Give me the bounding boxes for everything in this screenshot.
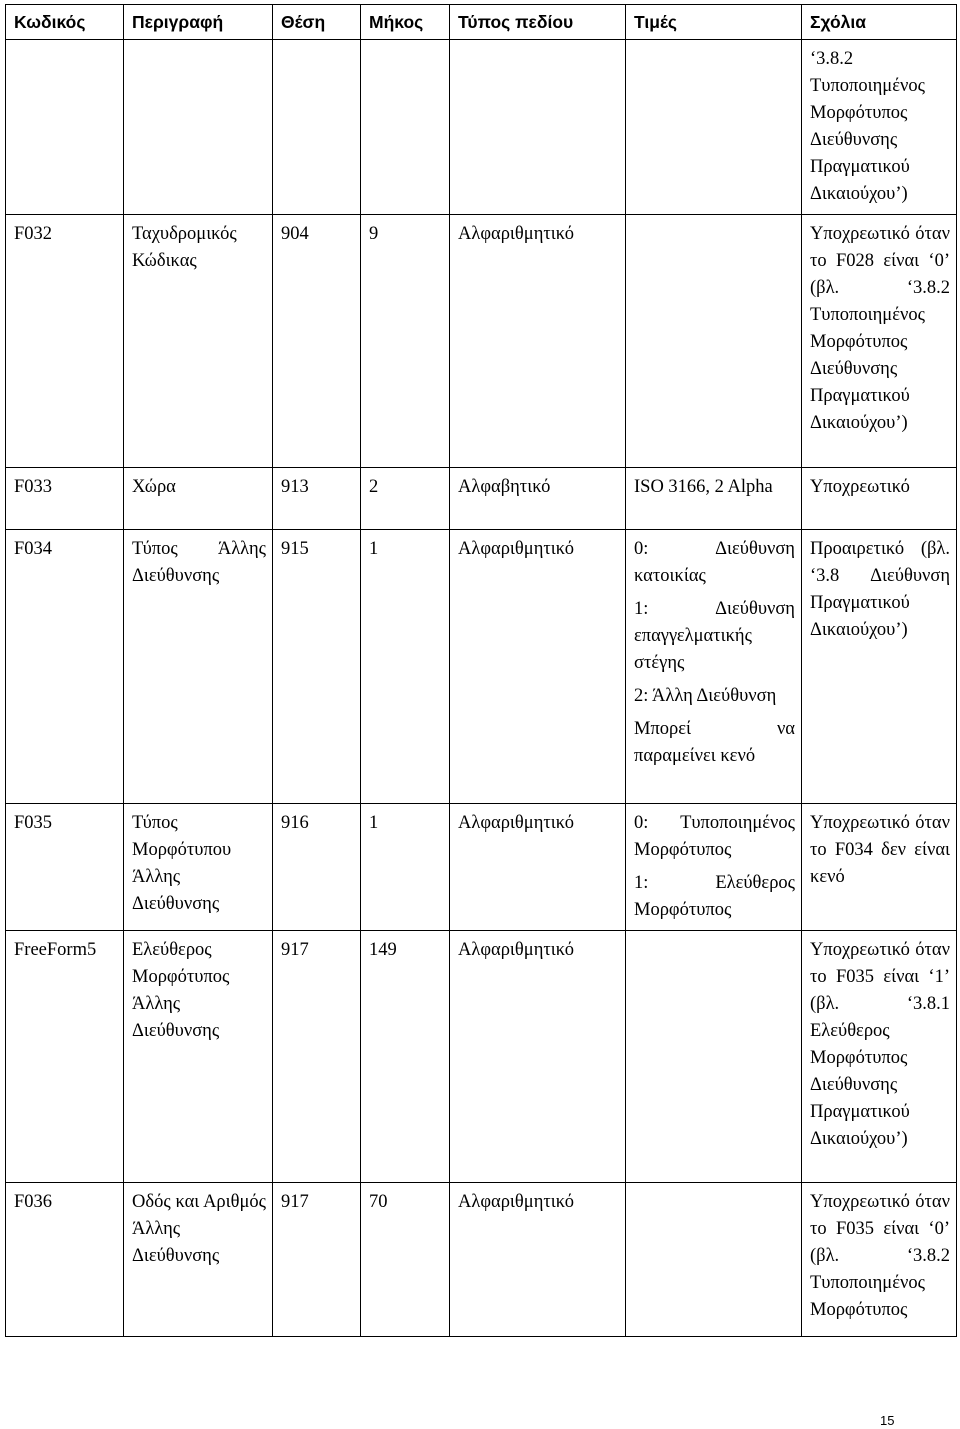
value-item: 0: Τυποποιημένος Μορφότυπος [634, 813, 795, 860]
cell-code: F035 [6, 804, 124, 931]
cell-length: 9 [361, 215, 450, 468]
cell-field-type: Αλφαριθμητικό [450, 215, 626, 468]
table-row [6, 931, 957, 1183]
cell-field-type: Αλφαριθμητικό [450, 931, 626, 1183]
header-length: Μήκος [361, 5, 450, 40]
cell-values [626, 931, 802, 1183]
cell-code: F032 [6, 215, 124, 468]
cell-values [626, 1183, 802, 1337]
value-item: Μπορεί να παραμείνει κενό [634, 719, 795, 766]
value-item: 1: Ελεύθερος Μορφότυπος [634, 873, 795, 920]
cell-length: 2 [361, 468, 450, 530]
value-item: ISO 3166, 2 Alpha [634, 477, 773, 497]
cell-position: 917 [273, 1183, 361, 1337]
cell-position: 916 [273, 804, 361, 931]
cell-code: FreeForm5 [6, 931, 124, 1183]
header-comments: Σχόλια [802, 5, 957, 40]
cell-length: 1 [361, 804, 450, 931]
cell-comments: Υποχρεωτικό όταν το F035 είναι ‘0’ (βλ. ‘3.8.2 Τυποποιημένος Μορφότυπος [802, 1183, 957, 1337]
cell-comments: Υποχρεωτικό [802, 468, 957, 530]
header-description: Περιγραφή [124, 5, 273, 40]
table-row [6, 530, 957, 804]
table-row-continuation [6, 40, 957, 215]
cell-comments: Υποχρεωτικό όταν το F034 δεν είναι κενό [802, 804, 957, 931]
cell-values [626, 468, 802, 530]
table-row [6, 804, 957, 931]
cell-description: Ταχυδρομικός Κώδικας [124, 215, 273, 468]
value-item: 1: Διεύθυνση επαγγελματικής στέγης [634, 599, 795, 673]
cell-length: 1 [361, 530, 450, 804]
cell-position: 915 [273, 530, 361, 804]
cell-field-type: Αλφαριθμητικό [450, 1183, 626, 1337]
value-item: 0: Διεύθυνση κατοικίας [634, 539, 795, 586]
table-row [6, 215, 957, 468]
cell-values [626, 530, 802, 804]
cell-code: F036 [6, 1183, 124, 1337]
header-field-type: Τύπος πεδίου [450, 5, 626, 40]
header-values: Τιμές [626, 5, 802, 40]
cell-description: Οδός και Αριθμός Άλλης Διεύθυνσης [124, 1183, 273, 1337]
cell-code: F034 [6, 530, 124, 804]
table-row [6, 468, 957, 530]
cell-values [626, 804, 802, 931]
cell-field-type: Αλφαβητικό [450, 468, 626, 530]
cell-comments: Υποχρεωτικό όταν το F035 είναι ‘1’ (βλ. ‘3.8.1 Ελεύθερος Μορφότυπος Διεύθυνσης Πραγματικού Δικαιούχου’) [802, 931, 957, 1183]
cell-code: F033 [6, 468, 124, 530]
table-row [6, 1183, 957, 1337]
value-item: 2: Άλλη Διεύθυνση [634, 686, 777, 706]
header-code: Κωδικός [6, 5, 124, 40]
cell-values [626, 215, 802, 468]
field-spec-table [5, 4, 957, 1337]
page-number: 15 [880, 1413, 895, 1428]
cell-description: Τύπος Άλλης Διεύθυνσης [124, 530, 273, 804]
cell-description: Χώρα [124, 468, 273, 530]
cell-description: Τύπος Μορφότυπου Άλλης Διεύθυνσης [124, 804, 273, 931]
cell-field-type: Αλφαριθμητικό [450, 530, 626, 804]
cell-position: 917 [273, 931, 361, 1183]
cell-comments: Προαιρετικό (βλ. ‘3.8 Διεύθυνση Πραγματικού Δικαιούχου’) [802, 530, 957, 804]
cell-position: 904 [273, 215, 361, 468]
continuation-comment: ‘3.8.2 Τυποποιημένος Μορφότυπος Διεύθυνσης Πραγματικού Δικαιούχου’) [802, 40, 957, 215]
cell-description: Ελεύθερος Μορφότυπος Άλλης Διεύθυνσης [124, 931, 273, 1183]
cell-comments: Υποχρεωτικό όταν το F028 είναι ‘0’ (βλ. ‘3.8.2 Τυποποιημένος Μορφότυπος Διεύθυνσης Πραγματικού Δικαιούχου’) [802, 215, 957, 468]
cell-field-type: Αλφαριθμητικό [450, 804, 626, 931]
header-position: Θέση [273, 5, 361, 40]
cell-position: 913 [273, 468, 361, 530]
table-header-row [6, 5, 957, 40]
cell-length: 149 [361, 931, 450, 1183]
cell-length: 70 [361, 1183, 450, 1337]
